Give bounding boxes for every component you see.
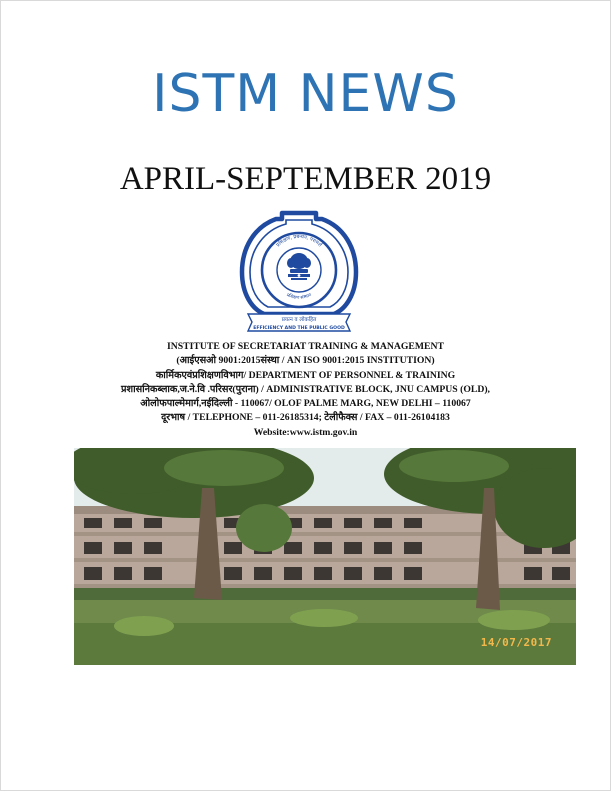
photo-date-stamp: 14/07/2017 <box>480 636 552 649</box>
emblem-ring-bottom-text: प्रशिक्षण संस्थान <box>285 292 313 301</box>
institute-name: INSTITUTE OF SECRETARIAT TRAINING & MANAGEMENT <box>167 341 444 352</box>
newsletter-title: ISTM NEWS <box>152 64 459 124</box>
svg-text:प्रशिक्षण संस्थान <box>286 292 313 301</box>
phone-fax-line: दूरभाष / TELEPHONE – 011-26185314; टेलीफैक्स / FAX – 011-26104183 <box>161 412 450 424</box>
istm-emblem-logo <box>236 210 362 338</box>
address-line-2: ओलोफपाल्मेमार्ग,नईदिल्ली - 110067/ OLOF PALME MARG, NEW DELHI – 110067 <box>140 398 471 410</box>
campus-building-photo <box>74 448 576 665</box>
website-line: Website:www.istm.gov.in <box>253 426 358 438</box>
emblem-ring-text: प्रशिक्षण, प्रबन्धन, परामर्श <box>275 233 323 249</box>
institute-info-block <box>90 340 521 440</box>
newsletter-period: APRIL-SEPTEMBER 2019 <box>119 161 492 197</box>
emblem-ribbon-hindi: प्रयत्न व लोकहित <box>281 317 317 323</box>
emblem-ribbon-english: EFFICIENCY AND THE PUBLIC GOOD <box>253 326 345 331</box>
department-name: कार्मिकएवंप्रशिक्षणविभाग/ DEPARTMENT OF PERSONNEL & TRAINING <box>155 369 456 381</box>
address-line-1: प्रशासनिकब्लाक,ज.ने.वि .परिसर(पुराना) / ADMINISTRATIVE BLOCK, JNU CAMPUS (OLD), <box>121 383 490 395</box>
campus-photo-illustration <box>74 448 576 665</box>
iso-certification: (आईएसओ 9001:2015संस्था / AN ISO 9001:2015 INSTITUTION) <box>176 355 435 367</box>
